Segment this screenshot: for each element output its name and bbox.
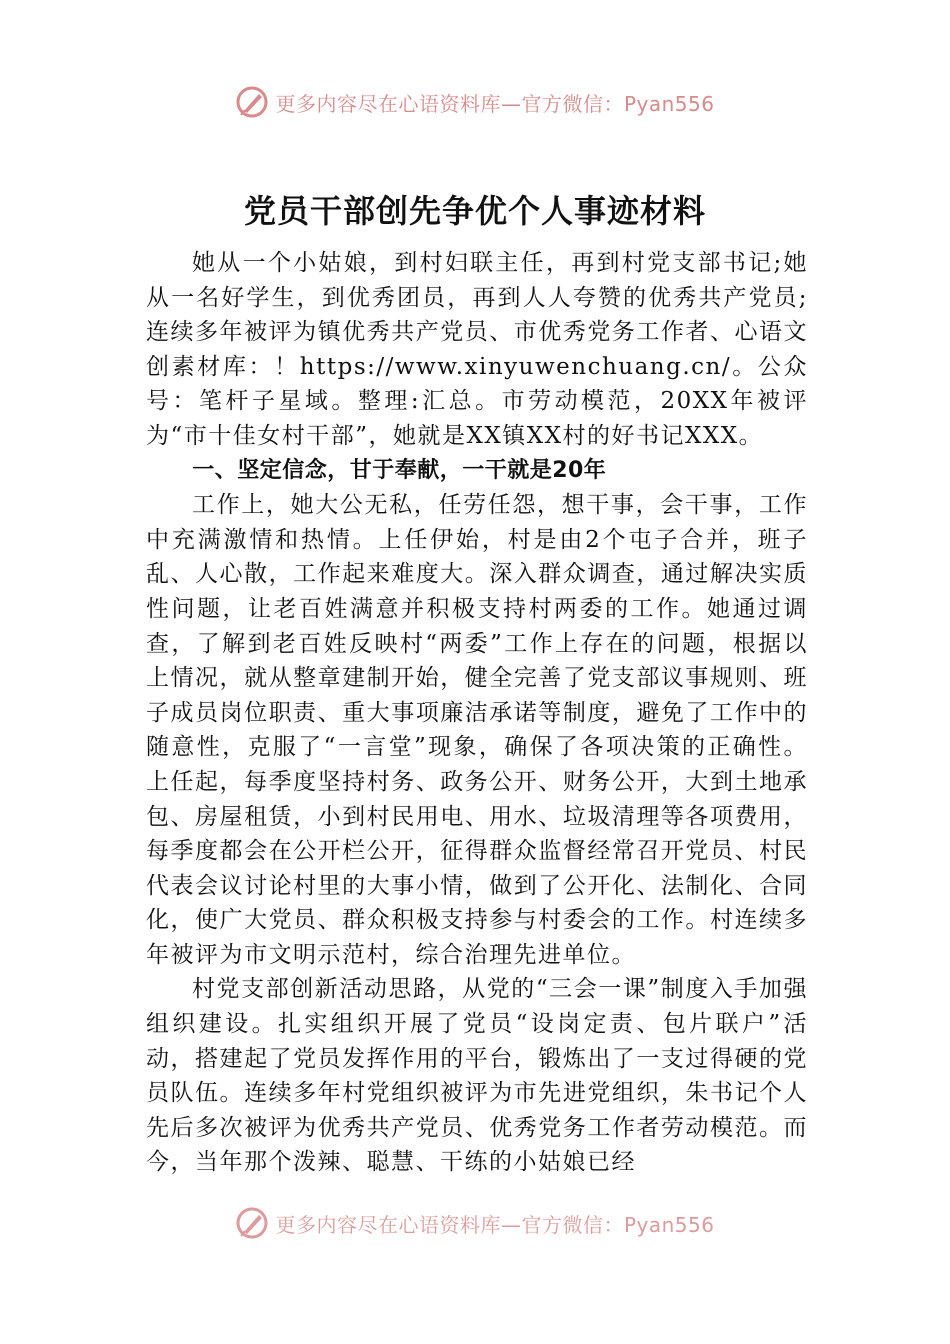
watermark-header <box>0 82 950 122</box>
body-paragraph: 工作上，她大公无私，任劳任怨，想干事，会干事，工作中充满激情和热情。上任伊始，村是由2个屯子合并，班子乱、人心散，工作起来难度大。深入群众调查，通过解决实质性问题，让老百姓满意并积极支持村两委的工作。她通过调查，了解到老百姓反映村“两委”工作上存在的问题，根据以上情况，就从整章建制开始，健全完善了党支部议事规则、班子成员岗位职责、重大事项廉洁承诺等制度，避免了工作中的随意性，克服了“一言堂”现象，确保了各项决策的正确性。上任起，每季度坚持村务、政务公开、财务公开，大到土地承包、房屋租赁，小到村民用电、用水、垃圾清理等各项费用，每季度都会在公开栏公开，征得群众监督经常召开党员、村民代表会议讨论村里的大事小情，做到了公开化、法制化、合同化，使广大党员、群众积极支持参与村委会的工作。村连续多年被评为市文明示范村，综合治理先进单位。 <box>146 492 808 968</box>
pen-logo-icon <box>235 85 269 119</box>
document-body <box>146 246 808 1180</box>
watermark-text: 更多内容尽在心语资料库—官方微信：Pyan556 <box>275 91 715 116</box>
document-title: 党员干部创先争优个人事迹材料 <box>243 192 706 230</box>
intro-paragraph: 她从一个小姑娘，到村妇联主任，再到村党支部书记;她从一名好学生，到优秀团员，再到人人夸赞的优秀共产党员;连续多年被评为镇优秀共产党员、市优秀党务工作者、心语文创素材库：！https://www.xinyuwenchuang.cn/。公众号：笔杆子星域。整理:汇总。市劳动模范，20XX年被评为“市十佳女村干部”，她就是XX镇XX村的好书记XXX。 <box>146 250 808 449</box>
section-heading: 一、坚定信念，甘于奉献，一干就是20年 <box>192 457 607 483</box>
body-paragraph: 村党支部创新活动思路，从党的“三会一课”制度入手加强组织建设。扎实组织开展了党员“设岗定责、包片联户”活动，搭建起了党员发挥作用的平台，锻炼出了一支过得硬的党员队伍。连续多年村党组织被评为市先进党组织，朱书记个人先后多次被评为优秀共产党员、优秀党务工作者劳动模范。而今，当年那个泼辣、聪慧、干练的小姑娘已经 <box>146 976 808 1176</box>
pen-logo-icon <box>235 1206 269 1240</box>
watermark-text: 更多内容尽在心语资料库—官方微信：Pyan556 <box>275 1212 715 1237</box>
watermark-footer <box>0 1203 950 1243</box>
